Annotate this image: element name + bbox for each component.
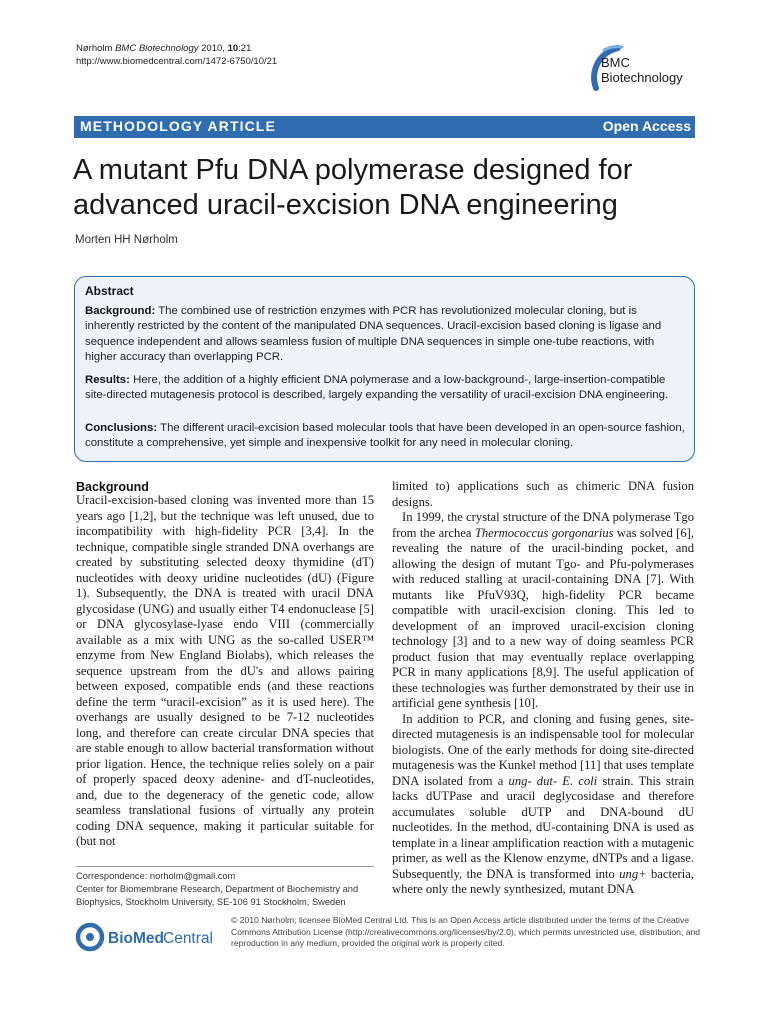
abstract-background: Background: The combined use of restriction enzymes with PCR has revolutionized molecular cloning, but is inherently restricted by the content of the manipulated DNA sequences. Uracil-excision based cloning is ligase and sequence independent and allows seamless fusion of multiple DNA sequences in simple one-tube reactions, with higher accuracy than overlapping PCR. [85,305,662,363]
header-author: Nørholm [76,43,116,54]
journal-logo-text: BMC Biotechnology [601,55,683,85]
body-paragraph: limited to) applications such as chimeric DNA fusion designs. [392,479,694,509]
body-column-right [392,479,694,898]
abstract-heading: Abstract [85,284,134,298]
footnote-divider [76,866,374,867]
correspondence-note: Correspondence: norholm@gmail.com Center for Biomembrane Research, Department of Biochemistry and Biophysics, Stockholm University, SE-106 91 Stockholm, Sweden [76,871,359,907]
license-statement: © 2010 Nørholm; licensee BioMed Central Ltd. This is an Open Access article distributed under the terms of the Creative Commons Attribution License (http://creativecommons.org/licenses/by/2.0), which permits unrestricted use, distribution, and reproduction in any medium, provided the original work is properly cited. [231,915,701,948]
author-name: Morten HH Nørholm [75,234,178,246]
body-paragraph: Uracil-excision-based cloning was invented more than 15 years ago [1,2], but the technique was left unused, due to incompatibility with high-fidelity PCR [3,4]. In the technique, compatible single stranded DNA overhangs are created by substituting selected deoxy thymidine (dT) nucleotides with deoxy uridine nucleotides (dU) (Figure 1). Subsequently, the DNA is treated with uracil DNA glycosidase (UNG) and usually either T4 endonuclease [5] or DNA glycosylase-lyase endo VIII (commercially available as a mix with UNG as the so-called USER™ enzyme from New England Biolabs), which releases the sequence upstream from the dU's and allows pairing between exposed, compatible ends (and these reactions define the term “uracil-excision” as it is used here). The overhangs are usually designed to be 7-12 nucleotides long, and therefore can create circular DNA species that are stable enough to allow bacterial transformation without prior ligation. Hence, the technique relies solely on a pair of properly spaced deoxy adenine- and dT-nucleotides, and, due to the degeneracy of the genetic code, allow seamless translational fusions of virtually any protein coding DNA sequence, making it particular suitable for (but not [76,493,374,848]
article-url[interactable]: http://www.biomedcentral.com/1472-6750/10/21 [76,56,278,67]
abstract-conclusions: Conclusions: The different uracil-excision based molecular tools that have been developed in an open-source fashion, constitute a comprehensive, yet simple and inexpensive toolkit for any need in molecular cloning. [85,422,685,450]
biomed-central-logo [74,918,224,954]
article-title: A mutant Pfu DNA polymerase designed for advanced uracil-excision DNA engineering [73,154,633,221]
section-heading-background: Background [76,480,149,494]
article-type-label: METHODOLOGY ARTICLE [80,118,276,134]
open-access-label: Open Access [602,118,691,134]
body-column-left [76,493,374,850]
header-journal: BMC Biotechnology [115,43,199,54]
body-paragraph: In addition to PCR, and cloning and fusing genes, site-directed mutagenesis is an indispensable tool for molecular biologists. One of the early methods for doing site-directed mutagenesis was the Kunkel method [11] that uses template DNA isolated from a ung- dut- E. coli strain. This strain lacks dUTPase and uracil deglycosidase and therefore accumulates soluble dUTP and DNA-bound dU nucleotides. In the method, dU-containing DNA is used as template in a linear amplification reaction with a mutagenic primer, as well as the Klenow enzyme, dNTPs and a ligase. Subsequently, the DNA is transformed into ung+ bacteria, where only the newly synthesized, mutant DNA [392,711,694,896]
running-header: Nørholm BMC Biotechnology 2010, 10:21 http://www.biomedcentral.com/1472-6750/10/21 [76,43,278,67]
abstract-results: Results: Here, the addition of a highly efficient DNA polymerase and a low-background-, large-insertion-compatible site-directed mutagenesis protocol is described, largely expanding the versatility of uracil-excision DNA engineering. [85,374,669,402]
publisher-name-central: Central [163,930,213,947]
body-paragraph: In 1999, the crystal structure of the DNA polymerase Tgo from the archea Thermococcus gorgonarius was solved [6], revealing the nature of the uracil-binding pocket, and allowing the design of mutant Tgo- and Pfu-polymerases with reduced stalling at uracil-containing DNA [7]. With mutants like PfuV93Q, high-fidelity PCR became compatible with uracil-excision cloning. This led to development of an improved uracil-excision cloning technology [3] and to a new way of doing seamless PCR product fusion that may eventually replace overlapping PCR in many applications [8,9]. The useful application of these technologies was further demonstrated by their use in artificial gene synthesis [10]. [392,510,694,710]
publisher-name-bio: BioMed [108,930,164,947]
